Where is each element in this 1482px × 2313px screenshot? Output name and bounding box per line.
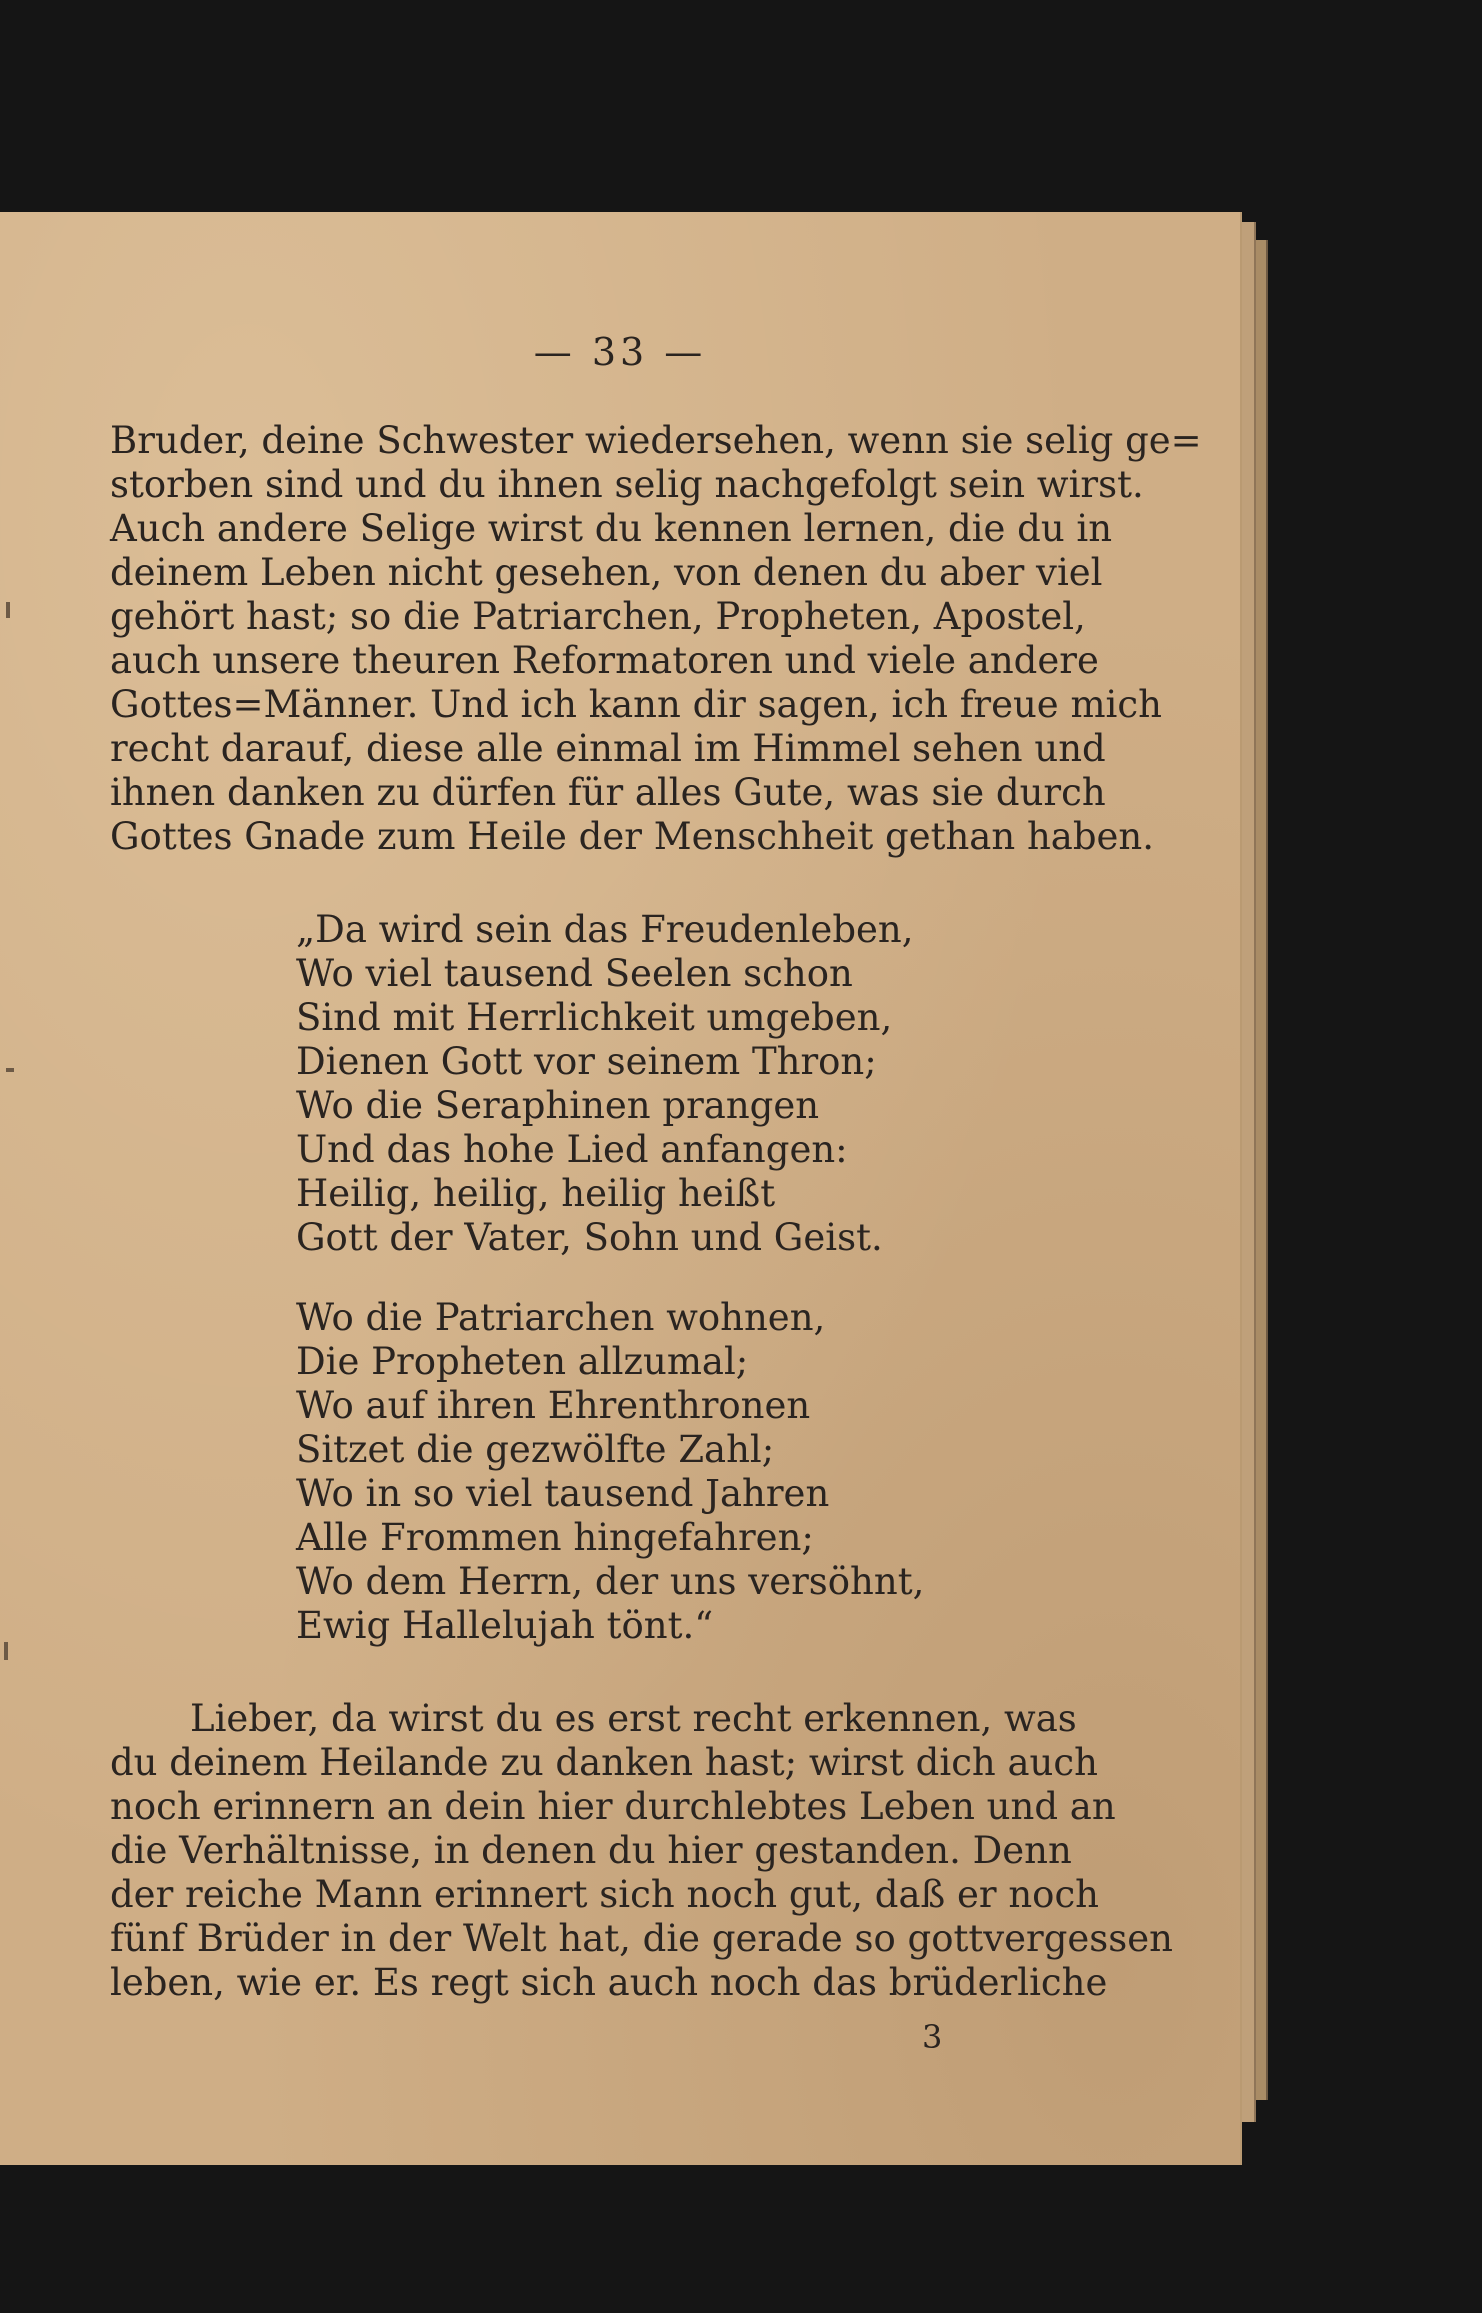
margin-mark	[6, 1068, 14, 1072]
text-line: der reiche Mann erinnert sich noch gut, daß er noch	[110, 1873, 1099, 1916]
text-line: Bruder, deine Schwester wiedersehen, wenn sie selig ge=	[110, 419, 1202, 462]
text-line: du deinem Heilande zu danken hast; wirst dich auch	[110, 1741, 1098, 1784]
signature-mark: 3	[922, 2018, 943, 2056]
verse-line: Dienen Gott vor seinem Thron;	[296, 1040, 877, 1083]
verse-line: Heilig, heilig, heilig heißt	[296, 1172, 776, 1215]
text-line: fünf Brüder in der Welt hat, die gerade so gottvergessen	[110, 1917, 1173, 1960]
text-line: leben, wie er. Es regt sich auch noch das brüderliche	[110, 1961, 1108, 2004]
verse-line: Wo viel tausend Seelen schon	[296, 952, 853, 995]
verse-line: Sind mit Herrlichkeit umgeben,	[296, 996, 893, 1039]
verse-line: Wo dem Herrn, der uns versöhnt,	[296, 1560, 925, 1603]
verse-line: Alle Frommen hingefahren;	[296, 1516, 814, 1559]
page-edge	[1240, 222, 1256, 2122]
text-line: Auch andere Selige wirst du kennen lernen, die du in	[110, 507, 1113, 550]
poem-stanza-1	[296, 908, 914, 1260]
verse-line: Die Propheten allzumal;	[296, 1340, 749, 1383]
verse-line: Ewig Hallelujah tönt.“	[296, 1604, 714, 1647]
book-page	[0, 212, 1240, 2165]
text-line: auch unsere theuren Reformatoren und viele andere	[110, 639, 1099, 682]
paragraph-2	[110, 1697, 1173, 2005]
text-line: Lieber, da wirst du es erst recht erkennen, was	[190, 1697, 1077, 1740]
page-number: — 33 —	[533, 330, 707, 374]
verse-line: Wo auf ihren Ehrenthronen	[296, 1384, 811, 1427]
verse-line: Wo die Patriarchen wohnen,	[296, 1296, 826, 1339]
verse-line: Gott der Vater, Sohn und Geist.	[296, 1216, 883, 1259]
text-line: ihnen danken zu dürfen für alles Gute, was sie durch	[110, 771, 1106, 814]
text-line: noch erinnern an dein hier durchlebtes Leben und an	[110, 1785, 1116, 1828]
margin-mark	[4, 1642, 8, 1660]
text-line: deinem Leben nicht gesehen, von denen du aber viel	[110, 551, 1103, 594]
verse-line: „Da wird sein das Freudenleben,	[296, 908, 914, 951]
text-line: gehört hast; so die Patriarchen, Propheten, Apostel,	[110, 595, 1086, 638]
margin-mark	[6, 602, 10, 618]
page-edge-back	[1256, 240, 1268, 2100]
verse-line: Und das hohe Lied anfangen:	[296, 1128, 848, 1171]
text-line: Gottes=Männer. Und ich kann dir sagen, ich freue mich	[110, 683, 1162, 726]
verse-line: Wo die Seraphinen prangen	[296, 1084, 820, 1127]
text-line: recht darauf, diese alle einmal im Himmel sehen und	[110, 727, 1106, 770]
verse-line: Sitzet die gezwölfte Zahl;	[296, 1428, 775, 1471]
verse-line: Wo in so viel tausend Jahren	[296, 1472, 830, 1515]
text-line: storben sind und du ihnen selig nachgefolgt sein wirst.	[110, 463, 1144, 506]
paragraph-1	[110, 419, 1202, 859]
text-line: Gottes Gnade zum Heile der Menschheit gethan haben.	[110, 815, 1155, 858]
poem-stanza-2	[296, 1296, 924, 1648]
text-line: die Verhältnisse, in denen du hier gestanden. Denn	[110, 1829, 1072, 1872]
